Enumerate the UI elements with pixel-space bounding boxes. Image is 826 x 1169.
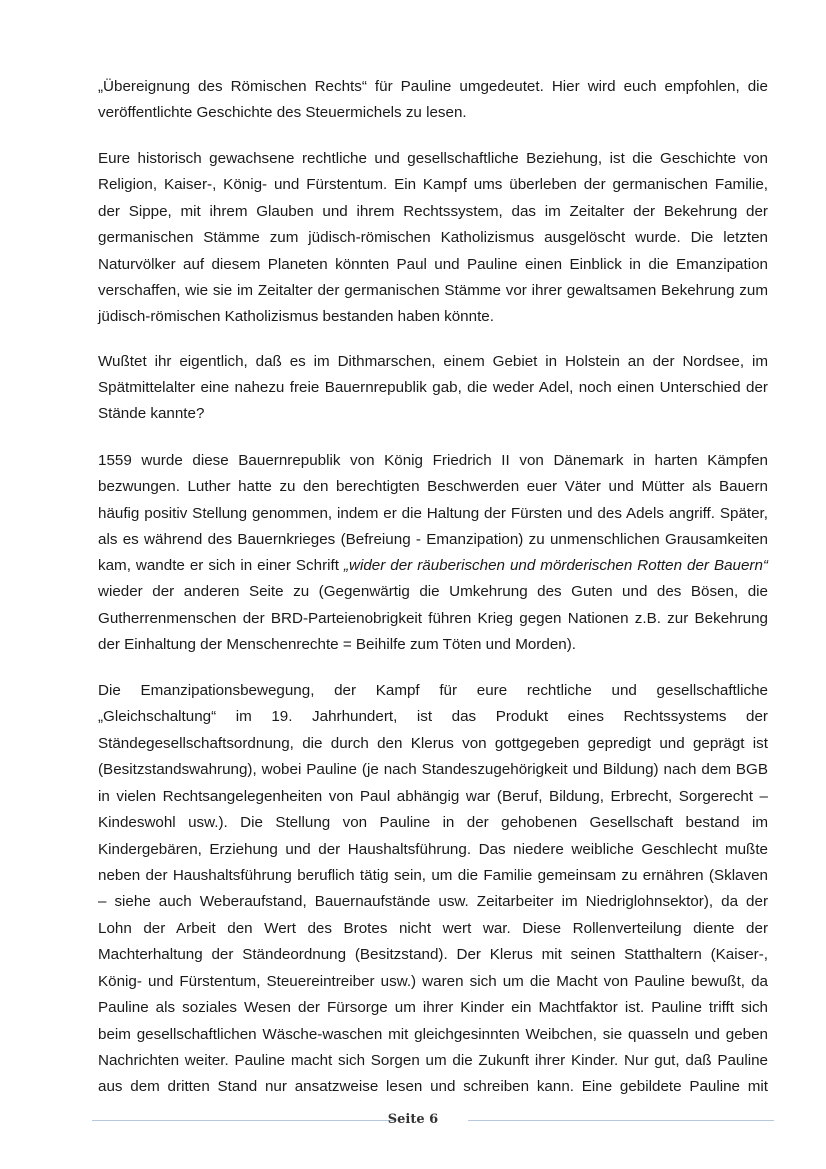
text-segment: Wußtet ihr eigentlich, daß es im Dithmarschen, einem Gebiet in Holstein an der Nordsee, im <box>98 353 768 370</box>
text-line <box>98 731 768 758</box>
text-segment: Religion, Kaiser-, König- und Fürstentum. Ein Kampf ums überleben der germanischen Familie, <box>98 176 768 193</box>
text-segment: häufig positiv Stellung genommen, indem er die Haltung der Fürsten und des Adels angriff. Später, <box>98 505 768 522</box>
text-line <box>98 553 768 580</box>
text-line <box>98 969 768 996</box>
text-line <box>98 757 768 784</box>
text-segment: (Besitzstandswahrung), wobei Pauline (je nach Standeszugehörigkeit und Bildung) nach dem BGB <box>98 761 768 778</box>
text-line <box>98 448 768 475</box>
text-segment: jüdisch-römischen Katholizismus bestanden haben könnte. <box>98 308 494 325</box>
text-segment: Eure historisch gewachsene rechtliche und gesellschaftliche Beziehung, ist die Geschichte von <box>98 150 768 167</box>
text-line <box>98 1022 768 1049</box>
text-line <box>98 889 768 916</box>
text-segment: 1559 wurde diese Bauernrepublik von König Friedrich II von Dänemark in harten Kämpfen <box>98 452 768 469</box>
text-segment: der Sippe, mit ihrem Glauben und ihrem Rechtssystem, das im Zeitalter der Bekehrung der <box>98 203 768 220</box>
footer-rule-right <box>468 1120 774 1121</box>
text-line <box>98 401 768 428</box>
text-line <box>98 252 768 279</box>
text-line <box>98 74 768 101</box>
page-number: Seite 6 <box>387 1112 439 1127</box>
text-segment: Stände kannte? <box>98 405 205 422</box>
text-line <box>98 916 768 943</box>
text-line <box>98 199 768 226</box>
text-segment: Nachrichten weiter. Pauline macht sich Sorgen um die Zukunft ihrer Kinder. Nur gut, daß Pauline <box>98 1052 768 1069</box>
text-line <box>98 527 768 554</box>
text-line <box>98 146 768 173</box>
text-line <box>98 837 768 864</box>
text-segment: aus dem dritten Stand nur ansatzweise lesen und schreiben kann. Eine gebildete Pauline mit <box>98 1078 768 1095</box>
text-line <box>98 942 768 969</box>
text-segment: bezwungen. Luther hatte zu den berechtigten Beschwerden euer Väter und Mütter als Bauern <box>98 478 768 495</box>
text-segment: beim gesellschaftlichen Wäsche-waschen mit gleichgesinnten Weibchen, sie quasseln und geben <box>98 1026 768 1043</box>
text-line <box>98 995 768 1022</box>
text-segment: neben der Haushaltsführung beruflich tätig sein, um die Familie gemeinsam zu ernähren (Sklaven <box>98 867 768 884</box>
text-segment: Spätmittelalter eine nahezu freie Bauernrepublik gab, die weder Adel, noch einen Unterschied der <box>98 379 768 396</box>
text-line <box>98 606 768 633</box>
text-segment: Ständegesellschaftsordnung, die durch den Klerus von gottgegeben gepredigt und geprägt ist <box>98 735 768 752</box>
text-line <box>98 172 768 199</box>
text-line <box>98 579 768 606</box>
text-segment: in vielen Rechtsangelegenheiten von Paul abhängig war (Beruf, Bildung, Erbrecht, Sorgerecht – <box>98 788 768 805</box>
text-line <box>98 278 768 305</box>
text-segment: veröffentlichte Geschichte des Steuermichels zu lesen. <box>98 104 467 121</box>
text-segment: Pauline als soziales Wesen der Fürsorge um ihrer Kinder ein Machtfaktor ist. Pauline trifft sich <box>98 999 768 1016</box>
text-line <box>98 632 768 659</box>
text-line <box>98 1074 768 1101</box>
text-line <box>98 375 768 402</box>
text-segment: der Einhaltung der Menschenrechte = Beihilfe zum Töten und Morden). <box>98 636 576 653</box>
text-line <box>98 784 768 811</box>
text-line <box>98 474 768 501</box>
text-segment: – siehe auch Weberaufstand, Bauernaufstände usw. Zeitarbeiter im Niedriglohnsektor), da der <box>98 893 768 910</box>
text-segment: germanischen Stämme zum jüdisch-römischen Katholizismus ausgelöscht wurde. Die letzten <box>98 229 768 246</box>
text-segment: Lohn der Arbeit den Wert des Brotes nicht wert war. Diese Rollenverteilung diente der <box>98 920 768 937</box>
text-segment: verschaffen, wie sie im Zeitalter der germanischen Stämme vor ihrer gewaltsamen Bekehrung zum <box>98 282 768 299</box>
text-line <box>98 304 768 331</box>
text-segment: Machterhaltung der Ständeordnung (Besitzstand). Der Klerus mit seinen Statthaltern (Kaiser-, <box>98 946 768 963</box>
text-line <box>98 225 768 252</box>
text-segment: König- und Fürstentum, Steuereintreiber usw.) waren sich um die Macht von Pauline bewußt, da <box>98 973 768 990</box>
text-line <box>98 810 768 837</box>
text-line <box>98 1048 768 1075</box>
text-segment: Die Emanzipationsbewegung, der Kampf für eure rechtliche und gesellschaftliche <box>98 682 768 699</box>
text-line <box>98 678 768 705</box>
text-line <box>98 349 768 376</box>
text-segment: Gutherrenmenschen der BRD-Parteienobrigkeit führen Krieg gegen Nationen z.B. zur Bekehrung <box>98 610 768 627</box>
text-line <box>98 100 768 127</box>
text-segment: Kindergebären, Erziehung und der Haushaltsführung. Das niedere weibliche Geschlecht mußte <box>98 841 768 858</box>
text-segment: wieder der anderen Seite zu (Gegenwärtig die Umkehrung des Guten und des Bösen, die <box>98 583 768 600</box>
text-segment: als es während des Bauernkrieges (Befreiung - Emanzipation) zu unmenschlichen Grausamkeiten <box>98 531 768 548</box>
text-segment: „Gleichschaltung“ im 19. Jahrhundert, ist das Produkt eines Rechtssystems der <box>98 708 768 725</box>
text-line <box>98 863 768 890</box>
text-segment: „Übereignung des Römischen Rechts“ für Pauline umgedeutet. Hier wird euch empfohlen, die <box>98 78 768 95</box>
text-segment: kam, wandte er sich in einer Schrift <box>98 557 344 574</box>
text-segment: Naturvölker auf diesem Planeten könnten Paul und Pauline einen Einblick in die Emanzipation <box>98 256 768 273</box>
italic-quote: „wider der räuberischen und mörderischen Rotten der Bauern“ <box>343 557 768 574</box>
text-segment: Kindeswohl usw.). Die Stellung von Pauline in der gehobenen Gesellschaft bestand im <box>98 814 768 831</box>
text-line <box>98 501 768 528</box>
text-line <box>98 704 768 731</box>
